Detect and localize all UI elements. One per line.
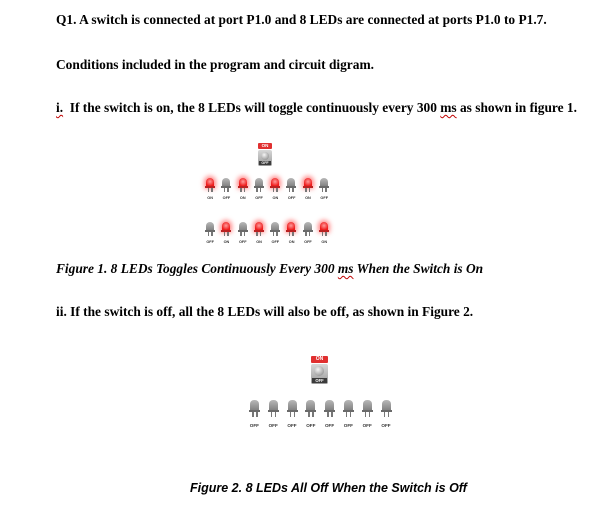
switch-off-label: OFF bbox=[259, 161, 271, 165]
led-state-label: ON bbox=[239, 196, 246, 200]
switch-on-label: ON bbox=[258, 143, 272, 149]
led-icon bbox=[247, 400, 261, 417]
led-icon bbox=[341, 400, 355, 417]
led-state-label: OFF bbox=[324, 423, 335, 428]
condition-1-ms: ms bbox=[440, 100, 457, 115]
led-state-label: OFF bbox=[249, 423, 259, 428]
led-row-2-labels bbox=[202, 240, 332, 244]
condition-1 bbox=[56, 100, 577, 116]
led-state-label: OFF bbox=[287, 423, 297, 428]
led-state-label: ON bbox=[321, 240, 328, 244]
led-state-label: OFF bbox=[306, 423, 316, 428]
led-icon bbox=[266, 400, 280, 417]
led-icon bbox=[322, 400, 336, 417]
figure-1-caption-text: Figure 1. 8 LEDs Toggles Continuously Every 300 bbox=[56, 261, 338, 276]
led-icon bbox=[253, 222, 265, 236]
conditions-heading: Conditions included in the program and circuit digram. bbox=[56, 57, 374, 72]
led-icon bbox=[360, 400, 374, 417]
led-icon bbox=[269, 222, 281, 236]
led-icon bbox=[204, 222, 216, 236]
led-row-all-off-labels bbox=[245, 423, 395, 428]
led-state-label: OFF bbox=[287, 196, 296, 200]
led-state-label: OFF bbox=[381, 423, 391, 428]
condition-1-text: If the switch is on, the 8 LEDs will toggle continuously every 300 bbox=[69, 100, 441, 115]
led-icon bbox=[204, 178, 216, 192]
led-state-label: OFF bbox=[271, 240, 280, 244]
led-state-label: ON bbox=[288, 240, 295, 244]
led-icon bbox=[285, 222, 297, 236]
led-icon bbox=[285, 178, 297, 192]
led-icon bbox=[269, 178, 281, 192]
led-state-label: ON bbox=[305, 196, 311, 200]
led-state-label: OFF bbox=[222, 196, 231, 200]
led-state-label: OFF bbox=[255, 196, 263, 200]
question-title: Q1. A switch is connected at port P1.0 and 8 LEDs are connected at ports P1.0 to P1.7. bbox=[56, 12, 547, 27]
led-row-all-off bbox=[247, 400, 397, 417]
figure-1-caption-ms: ms bbox=[337, 261, 354, 276]
toggle-switch-icon bbox=[258, 143, 272, 166]
condition-1-text-end: as shown in figure 1. bbox=[456, 100, 577, 115]
led-state-label: OFF bbox=[238, 240, 247, 244]
led-row-2 bbox=[204, 222, 334, 236]
led-icon bbox=[253, 178, 265, 192]
led-icon bbox=[302, 222, 314, 236]
switch2-off-label: OFF bbox=[312, 378, 327, 383]
condition-1-number: i. bbox=[56, 100, 64, 115]
led-state-label: OFF bbox=[206, 240, 214, 244]
led-state-label: OFF bbox=[304, 240, 312, 244]
led-state-label: ON bbox=[223, 240, 230, 244]
led-state-label: ON bbox=[272, 196, 279, 200]
led-state-label: OFF bbox=[320, 196, 329, 200]
led-row-1-labels bbox=[202, 196, 332, 200]
led-icon bbox=[303, 400, 317, 417]
led-icon bbox=[379, 400, 393, 417]
toggle-switch-off-icon bbox=[311, 356, 328, 384]
led-state-label: OFF bbox=[268, 423, 278, 428]
led-icon bbox=[302, 178, 314, 192]
led-state-label: OFF bbox=[362, 423, 372, 428]
switch2-on-label: ON bbox=[311, 356, 328, 363]
led-icon bbox=[220, 178, 232, 192]
figure-1-caption bbox=[56, 261, 483, 277]
figure-1-caption-text-end: When the Switch is On bbox=[353, 261, 484, 276]
led-state-label: ON bbox=[207, 196, 213, 200]
condition-2: ii. If the switch is off, all the 8 LEDs will also be off, as shown in Figure 2. bbox=[56, 304, 474, 319]
led-icon bbox=[285, 400, 299, 417]
led-icon bbox=[237, 178, 249, 192]
led-icon bbox=[237, 222, 249, 236]
led-icon bbox=[318, 178, 330, 192]
led-icon bbox=[220, 222, 232, 236]
figure-2-caption: Figure 2. 8 LEDs All Off When the Switch is Off bbox=[190, 481, 467, 495]
led-icon bbox=[318, 222, 330, 236]
led-state-label: ON bbox=[256, 240, 262, 244]
led-state-label: OFF bbox=[343, 423, 353, 428]
led-row-1 bbox=[204, 178, 334, 192]
